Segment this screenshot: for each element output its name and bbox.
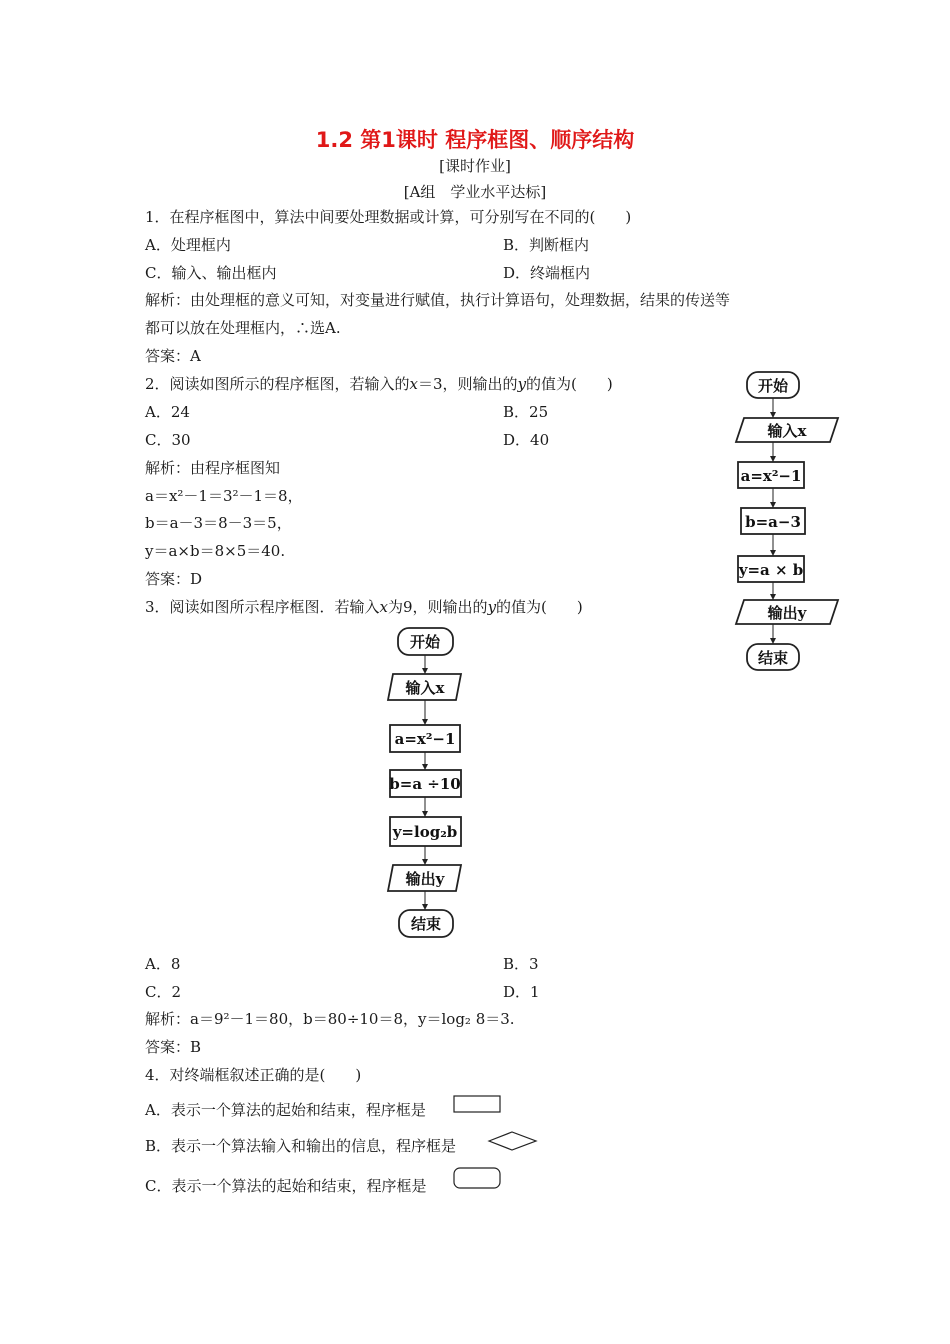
q3-flow-start-label: 开始 (409, 633, 441, 651)
q3-option-d: D．1 (503, 983, 540, 1001)
q3-flow-output-label: 输出y (405, 870, 445, 888)
q3-option-c: C．2 (145, 983, 182, 1001)
q2-flow-step1-label: a=x²−1 (740, 467, 802, 485)
q2-flow-output-label: 输出y (767, 604, 807, 622)
q2-flow-step2-label: b=a−3 (745, 513, 801, 531)
q1-option-c: C．输入、输出框内 (145, 264, 277, 282)
q1-analysis-line2: 都可以放在处理框内，∴选A. (145, 319, 341, 337)
q1-answer: 答案：A (145, 347, 201, 365)
q1-analysis-line1: 解析：由处理框的意义可知，对变量进行赋值，执行计算语句，处理数据，结果的传送等 (145, 291, 731, 309)
q4-option-c: C．表示一个算法的起始和结束，程序框是 (145, 1177, 427, 1195)
q3-option-a: A．8 (145, 955, 181, 973)
q4-stem: 4．对终端框叙述正确的是( ) (145, 1066, 362, 1084)
q3-stem: 3．阅读如图所示程序框图．若输入x为9，则输出的y的值为( ) (145, 598, 583, 616)
q4-option-b: B．表示一个算法输入和输出的信息，程序框是 (145, 1137, 457, 1155)
q2-analysis: 解析：由程序框图知 (145, 459, 281, 477)
q2-line1: a＝x²－1＝3²－1＝8， (145, 487, 303, 505)
q3-flow-end-label: 结束 (410, 915, 442, 933)
process-box-shape-icon (452, 1094, 504, 1116)
q3-flow-step3-label: y=log₂b (392, 823, 458, 841)
q3-analysis: 解析：a＝9²－1＝80，b＝80÷10＝8，y＝log₂ 8＝3. (145, 1010, 515, 1028)
q3-flow-step2-label: b=a ÷10 (389, 775, 461, 793)
q1-option-b: B．判断框内 (503, 236, 590, 254)
terminal-box-shape-icon (452, 1166, 504, 1192)
q2-flowchart (725, 364, 845, 674)
q2-flow-end-label: 结束 (757, 649, 789, 667)
q3-option-b: B．3 (503, 955, 539, 973)
q2-flow-start-label: 开始 (757, 377, 789, 395)
q2-line2: b＝a－3＝8－3＝5， (145, 514, 292, 532)
q2-stem: 2．阅读如图所示的程序框图，若输入的x＝3，则输出的y的值为( ) (145, 375, 613, 393)
q1-stem: 1．在程序框图中，算法中间要处理数据或计算，可分别写在不同的( ) (145, 208, 632, 226)
group-heading: [A组 学业水平达标] (403, 183, 547, 201)
q3-answer: 答案：B (145, 1038, 202, 1056)
q2-option-a: A．24 (145, 403, 190, 421)
subtitle: [课时作业] (439, 157, 511, 175)
q1-option-a: A．处理框内 (145, 236, 231, 254)
q2-flow-step3-label: y=a × b (738, 561, 804, 579)
q2-option-d: D．40 (503, 431, 550, 449)
q1-option-d: D．终端框内 (503, 264, 591, 282)
q3-flowchart (380, 622, 480, 942)
q2-answer: 答案：D (145, 570, 203, 588)
q2-line3: y＝a×b＝8×5＝40. (145, 542, 286, 560)
q2-option-b: B．25 (503, 403, 549, 421)
q2-flow-input-label: 输入x (767, 422, 807, 440)
q2-option-c: C．30 (145, 431, 191, 449)
q4-option-a: A．表示一个算法的起始和结束，程序框是 (145, 1101, 426, 1119)
q3-flow-input-label: 输入x (405, 679, 445, 697)
decision-diamond-shape-icon (486, 1130, 540, 1154)
page-title: 1.2 第1课时 程序框图、顺序结构 (315, 128, 635, 152)
q3-flow-step1-label: a=x²−1 (394, 730, 456, 748)
